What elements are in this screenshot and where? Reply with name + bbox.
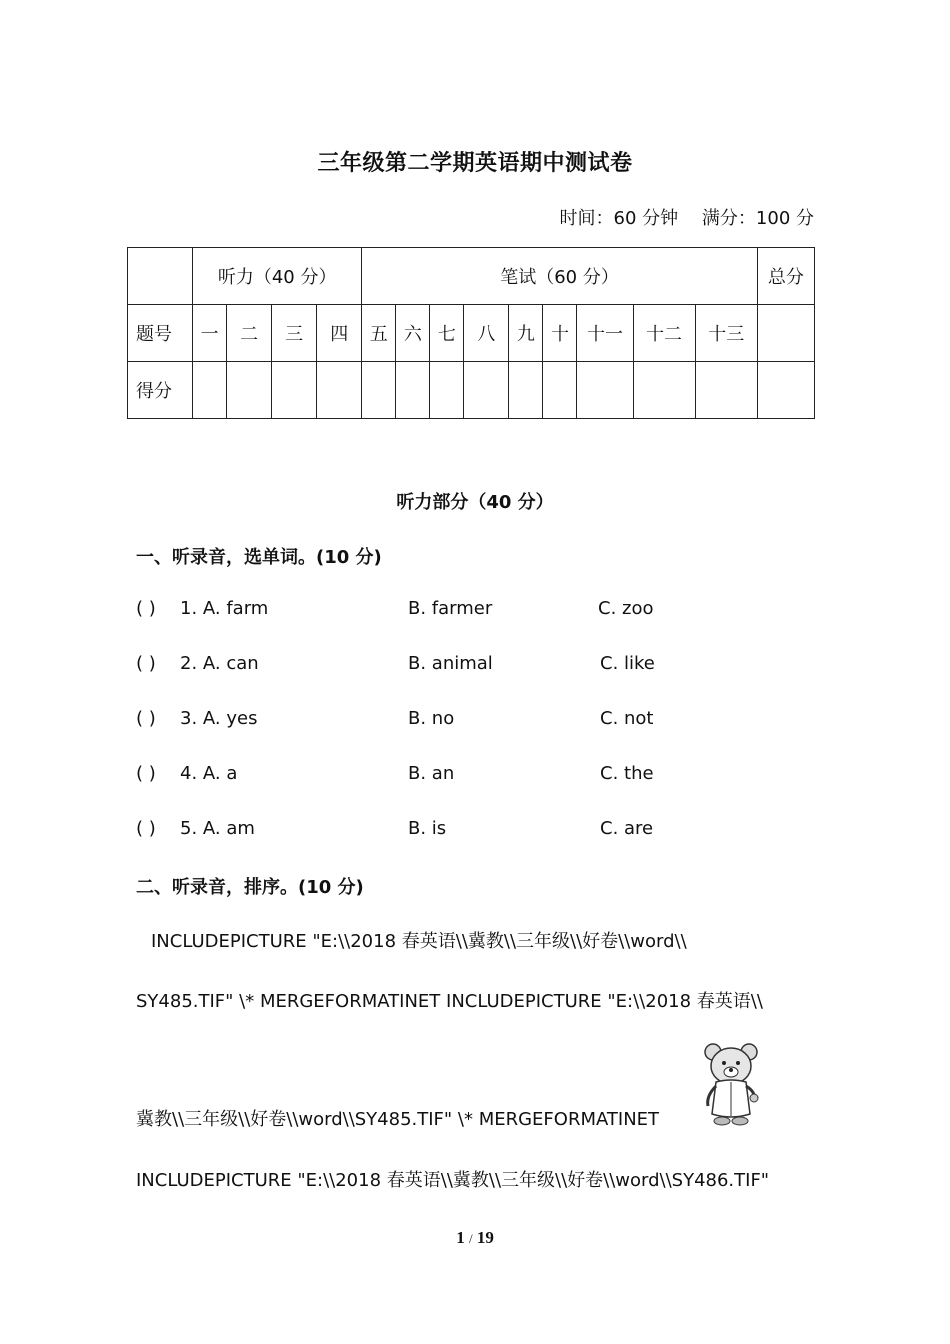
answer-bracket[interactable]: ( ) [136, 653, 156, 674]
score-cell[interactable] [695, 362, 757, 419]
score-cell[interactable] [509, 362, 543, 419]
score-cell[interactable] [362, 362, 396, 419]
score-cell[interactable] [633, 362, 695, 419]
option-c: C. are [600, 818, 654, 839]
question-number: 九 [509, 305, 543, 362]
question-number: 十三 [695, 305, 757, 362]
answer-bracket[interactable]: ( ) [136, 708, 156, 729]
option-b: B. animal [408, 653, 493, 674]
page-number [0, 1228, 950, 1248]
exam-time: 时间：60 分钟 [559, 208, 679, 229]
score-table-corner [128, 248, 193, 305]
field-code-line: SY485.TIF" \* MERGEFORMATINET INCLUDEPICTURE "E:\\2018 春英语\\ [136, 991, 763, 1012]
option-c: C. like [600, 653, 655, 674]
score-table-header-row [128, 248, 815, 305]
option-b: B. an [408, 763, 455, 784]
field-code-line: INCLUDEPICTURE "E:\\2018 春英语\\冀教\\三年级\\好卷\\word\\ [151, 931, 687, 952]
question-1-heading: 一、听录音，选单词。(10 分) [136, 547, 382, 568]
score-cell[interactable] [543, 362, 577, 419]
current-page: 1 [456, 1228, 465, 1247]
option-a: 4. A. a [180, 763, 238, 784]
question-number: 一 [193, 305, 227, 362]
answer-bracket[interactable]: ( ) [136, 598, 156, 619]
score-cell[interactable] [193, 362, 227, 419]
bear-doctor-picture [700, 1042, 762, 1126]
question-number: 七 [430, 305, 464, 362]
exam-meta [560, 204, 814, 230]
question-number: 八 [464, 305, 509, 362]
option-b: B. no [408, 708, 455, 729]
option-b: B. farmer [408, 598, 493, 619]
option-a: 3. A. yes [180, 708, 258, 729]
question-number: 十二 [633, 305, 695, 362]
question-number: 二 [227, 305, 272, 362]
question-number: 十一 [577, 305, 633, 362]
exam-full-score: 满分：100 分 [701, 208, 814, 229]
question-number: 三 [272, 305, 317, 362]
question-2-heading: 二、听录音，排序。(10 分) [136, 877, 364, 898]
score-cell[interactable] [396, 362, 430, 419]
answer-bracket[interactable]: ( ) [136, 818, 156, 839]
score-cell[interactable] [317, 362, 362, 419]
score-cell[interactable] [272, 362, 317, 419]
question-number: 十 [543, 305, 577, 362]
total-score-cell[interactable] [757, 362, 814, 419]
option-c: C. zoo [598, 598, 654, 619]
question-number: 六 [396, 305, 430, 362]
score-cell[interactable] [227, 362, 272, 419]
total-pages: 19 [476, 1228, 494, 1247]
row-label-score: 得分 [128, 362, 193, 419]
row-label-number: 题号 [128, 305, 193, 362]
question-number: 四 [317, 305, 362, 362]
answer-bracket[interactable]: ( ) [136, 763, 156, 784]
header-writing: 笔试（60 分） [362, 248, 758, 305]
option-b: B. is [408, 818, 447, 839]
field-code-line: 冀教\\三年级\\好卷\\word\\SY485.TIF" \* MERGEFORMATINET [136, 1109, 660, 1130]
option-c: C. not [600, 708, 654, 729]
option-a: 2. A. can [180, 653, 259, 674]
header-listening: 听力（40 分） [193, 248, 362, 305]
question-number: 五 [362, 305, 396, 362]
score-table [127, 247, 815, 419]
page-title: 三年级第二学期英语期中测试卷 [317, 151, 633, 176]
page-separator: / [468, 1231, 473, 1246]
option-a: 1. A. farm [180, 598, 269, 619]
score-cell[interactable] [430, 362, 464, 419]
score-table-score-row [128, 362, 815, 419]
score-cell[interactable] [577, 362, 633, 419]
field-code-line: INCLUDEPICTURE "E:\\2018 春英语\\冀教\\三年级\\好卷\\word\\SY486.TIF" [136, 1170, 770, 1191]
listening-section-title: 听力部分（40 分） [396, 492, 554, 513]
header-total: 总分 [757, 248, 814, 305]
option-c: C. the [600, 763, 654, 784]
score-table-number-row [128, 305, 815, 362]
total-number-cell [757, 305, 814, 362]
option-a: 5. A. am [180, 818, 255, 839]
score-cell[interactable] [464, 362, 509, 419]
